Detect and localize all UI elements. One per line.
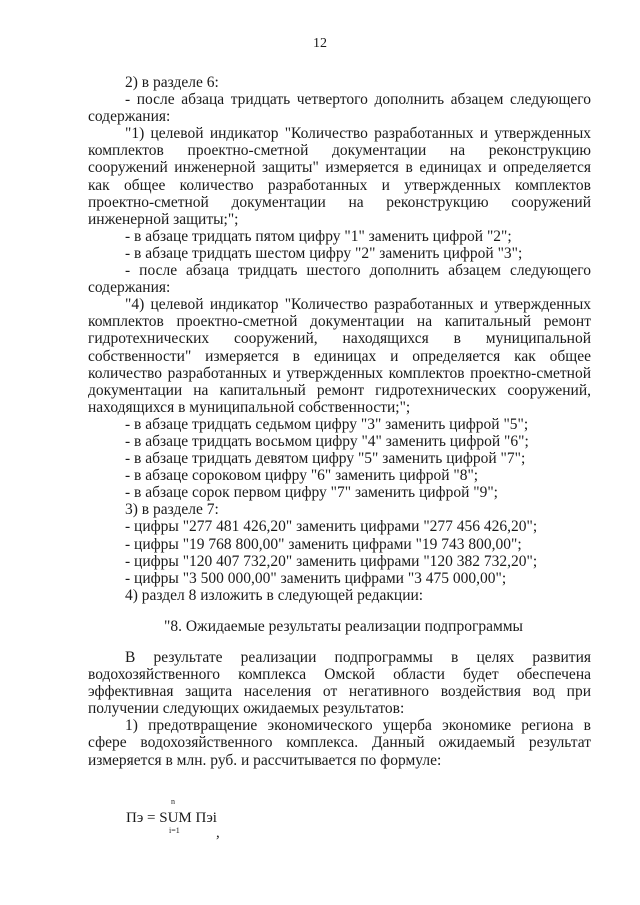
formula-trailing-comma: ,	[216, 825, 220, 841]
paragraph: - в абзаце сорок первом цифру "7" заменить цифрой "9";	[125, 484, 498, 502]
section-heading: "8. Ожидаемые результаты реализации подпрограммы	[164, 617, 523, 635]
paragraph: "1) целевой индикатор "Количество разработанных и утвержденных комплектов проектно-сметной документации на реконструкцию сооружений инженерной защиты" измеряется в единицах и определяется как общее количество разработанных и утвержденных комплектов проектно-сметной документации на реконструкцию сооружений инженерной защиты;";	[88, 125, 591, 228]
paragraph: 3) в разделе 7:	[125, 501, 219, 519]
paragraph: - в абзаце тридцать пятом цифру "1" заменить цифрой "2";	[125, 227, 512, 245]
formula	[126, 798, 386, 858]
paragraph: - в абзаце тридцать шестом цифру "2" заменить цифрой "3";	[125, 244, 523, 262]
paragraph: - цифры "277 481 426,20" заменить цифрами "277 456 426,20";	[125, 518, 538, 536]
document-body	[88, 74, 591, 769]
paragraph: 2) в разделе 6:	[125, 74, 219, 91]
page-number: 12	[313, 36, 327, 51]
paragraph: В результате реализации подпрограммы в целях развития водохозяйственного комплекса Омской области будет обеспечена эффективная защита населения от негативного воздействия вод при получении следующих ожидаемых результатов:	[88, 649, 591, 718]
paragraph: - в абзаце тридцать седьмом цифру "3" заменить цифрой "5";	[125, 415, 529, 433]
paragraph: - в абзаце сороковом цифру "6" заменить цифрой "8";	[125, 467, 479, 485]
paragraph: - после абзаца тридцать шестого дополнить абзацем следующего содержания:	[88, 262, 591, 297]
paragraph: 1) предотвращение экономического ущерба экономике региона в сфере водохозяйственного комплекса. Данный ожидаемый результат измеряется в млн. руб. и рассчитывается по формуле:	[88, 717, 591, 769]
paragraph: - в абзаце тридцать восьмом цифру "4" заменить цифрой "6";	[125, 432, 529, 450]
paragraph: - цифры "19 768 800,00" заменить цифрами "19 743 800,00";	[125, 535, 522, 553]
paragraph: - в абзаце тридцать девятом цифру "5" заменить цифрой "7";	[125, 450, 526, 468]
formula-lower-limit: i=1	[169, 826, 180, 835]
formula-upper-limit: n	[171, 797, 175, 806]
paragraph: 4) раздел 8 изложить в следующей редакции:	[125, 586, 424, 604]
paragraph: - после абзаца тридцать четвертого дополнить абзацем следующего содержания:	[88, 91, 591, 126]
paragraph: "4) целевой индикатор "Количество разработанных и утвержденных комплектов проектно-сметной документации на капитальный ремонт гидротехнических сооружений, находящихся в муниципальной собственности" измеряется в единицах и определяется как общее количество разработанных и утвержденных комплектов проектно-сметной документации на капитальный ремонт гидротехнических сооружений, находящихся в муниципальной собственности;";	[88, 296, 591, 416]
paragraph: - цифры "120 407 732,20" заменить цифрами "120 382 732,20";	[125, 552, 538, 570]
formula-expression: Пэ = SUM Пэi	[126, 810, 217, 826]
paragraph: - цифры "3 500 000,00" заменить цифрами "3 475 000,00";	[125, 569, 507, 587]
